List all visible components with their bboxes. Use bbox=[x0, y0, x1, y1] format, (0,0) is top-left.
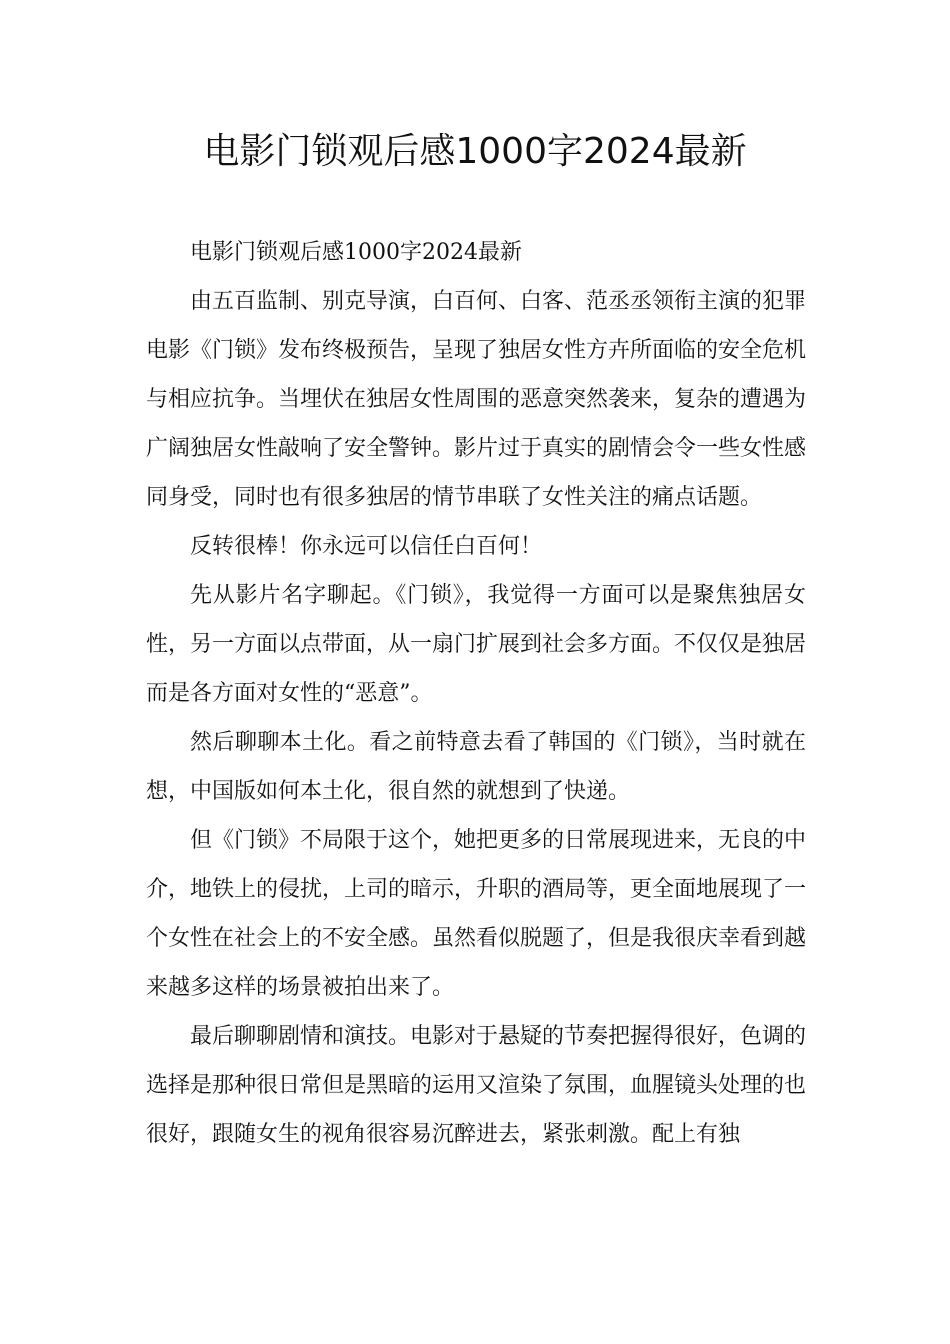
document-body bbox=[146, 228, 806, 1159]
paragraph-localization: 然后聊聊本土化。看之前特意去看了韩国的《门锁》，当时就在想，中国版如何本土化，很自然的就想到了快递。 bbox=[146, 730, 806, 804]
paragraph-title-discussion: 先从影片名字聊起。《门锁》，我觉得一方面可以是聚焦独居女性，另一方面以点带面，从一扇门扩展到社会多方面。不仅仅是独居而是各方面对女性的“恶意”。 bbox=[146, 583, 807, 706]
paragraph-intro: 由五百监制、别克导演，白百何、白客、范丞丞领衔主演的犯罪电影《门锁》发布终极预告，呈现了独居女性方卉所面临的安全危机与相应抗争。当埋伏在独居女性周围的恶意突然袭来，复杂的遭遇为广阔独居女性敲响了安全警钟。影片过于真实的剧情会令一些女性感同身受，同时也有很多独居的情节串联了女性关注的痛点话题。 bbox=[146, 289, 807, 510]
paragraph-daily-life: 但《门锁》不局限于这个，她把更多的日常展现进来，无良的中介，地铁上的侵扰，上司的暗示，升职的酒局等，更全面地展现了一个女性在社会上的不安全感。虽然看似脱题了，但是我很庆幸看到越来越多这样的场景被拍出来了。 bbox=[146, 828, 807, 1000]
paragraph-twist: 反转很棒！你永远可以信任白百何！ bbox=[190, 534, 543, 559]
document-title: 电影门锁观后感1000字2024最新 bbox=[203, 131, 747, 172]
paragraph-plot-acting: 最后聊聊剧情和演技。电影对于悬疑的节奏把握得很好，色调的选择是那种很日常但是黑暗的运用又渲染了氛围，血腥镜头处理的也很好，跟随女生的视角很容易沉醉进去，紧张刺激。配上有独 bbox=[146, 1024, 807, 1147]
paragraph-heading-repeat: 电影门锁观后感1000字2024最新 bbox=[190, 240, 522, 265]
